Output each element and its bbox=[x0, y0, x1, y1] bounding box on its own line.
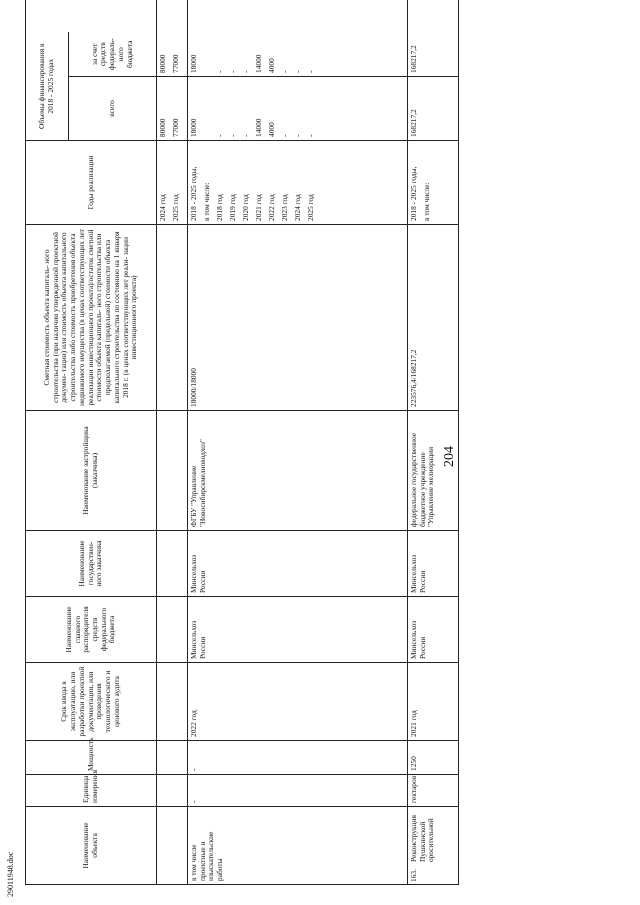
col-header-unit: Единица измерения bbox=[26, 775, 157, 807]
investment-projects-table bbox=[25, 0, 459, 885]
header-row-1 bbox=[26, 0, 69, 885]
blank-edge-cell bbox=[26, 0, 157, 33]
subworks-estimate: 18000/18000 bbox=[188, 225, 408, 411]
subworks-main-manager: Минсельхоз России bbox=[188, 597, 408, 663]
continuation-row bbox=[157, 0, 188, 885]
row163-name: Реконструкция Пушкинской оросительной bbox=[409, 815, 436, 862]
document-code: 29011948.doc bbox=[6, 851, 15, 897]
subworks-capacity: - bbox=[188, 741, 408, 775]
col-header-estimate: Сметная стоимость объекта капиталь- ного строительства (при наличии утвержденной проектной докумен- тации) или стоимость объекта капитального строительства либо стоимость приобретения объекта недвижимого имущества (в ценах соответствующих лет реализации инвестиционного проекта)/остаток сметной стоимости объекта капиталь- ного строительства или предполагаемой (предельной) стоимости объекта капитального строительства по состоянию на 1 января 2018 г. (в ценах соответствующих лет реали- зации инвестиционного проекта) bbox=[26, 225, 157, 411]
subworks-federal: 18000 - - - 14000 4000 - - - bbox=[188, 33, 408, 77]
col-header-developer: Наименование застройщика (заказчика) bbox=[26, 411, 157, 531]
cont-years: 2024 год 2025 год bbox=[157, 141, 188, 225]
col-header-state-customer: Наименование государствен- ного заказчика bbox=[26, 531, 157, 597]
table-row-163 bbox=[408, 0, 459, 885]
row163-unit: гектаров bbox=[408, 775, 459, 807]
row163-commissioning: 2021 год bbox=[408, 663, 459, 741]
col-header-years: Годы реализации bbox=[26, 141, 157, 225]
col-header-commissioning: Срок ввода в эксплуатацию, или разработки проектной документации, или проведения технологического и ценового аудита bbox=[26, 663, 157, 741]
row163-name-cell bbox=[408, 807, 459, 885]
col-header-main-manager: Наименование главного распорядителя средств федерального бюджета bbox=[26, 597, 157, 663]
col-header-federal: за счет средств федераль- ного бюджета bbox=[69, 33, 157, 77]
col-header-funding-group: Объемы финансирования в 2018 - 2025 годах bbox=[26, 33, 69, 141]
table-row-subworks bbox=[188, 0, 408, 885]
row163-state-customer: Минсельхоз России bbox=[408, 531, 459, 597]
row163-federal: 168217,2 bbox=[408, 33, 459, 77]
subworks-name: в том числе проектные и изыскательские работы bbox=[188, 807, 408, 885]
row163-capacity: 1250 bbox=[408, 741, 459, 775]
subworks-developer: ФГБУ "Управление "Новосибирскмелиоводхоз" bbox=[188, 411, 408, 531]
subworks-years: 2018 - 2025 годы, в том числе: 2018 год 2019 год 2020 год 2021 год 2022 год 2023 год 2024 год 2025 год bbox=[188, 141, 408, 225]
row163-number: 163. bbox=[409, 869, 418, 882]
row163-years: 2018 - 2025 годы, в том числе: bbox=[408, 141, 459, 225]
subworks-unit: - bbox=[188, 775, 408, 807]
cont-total: 80000 77000 bbox=[157, 77, 188, 141]
subworks-total: 18000 - - - 14000 4000 - - - bbox=[188, 77, 408, 141]
subworks-state-customer: Минсельхоз России bbox=[188, 531, 408, 597]
row163-total: 168217,2 bbox=[408, 77, 459, 141]
row163-main-manager: Минсельхоз России bbox=[408, 597, 459, 663]
row163-estimate: 223576,4/168217,2 bbox=[408, 225, 459, 411]
subworks-commissioning: 2022 год bbox=[188, 663, 408, 741]
cont-federal: 80000 77000 bbox=[157, 33, 188, 77]
col-header-name: Наименование объекта bbox=[26, 807, 157, 885]
page-number: 204 bbox=[442, 446, 457, 467]
row163-developer: федеральное государственное бюджетное учреждение "Управление мелиорации bbox=[408, 411, 459, 531]
col-header-capacity: Мощность bbox=[26, 741, 157, 775]
col-header-total: всего bbox=[69, 77, 157, 141]
